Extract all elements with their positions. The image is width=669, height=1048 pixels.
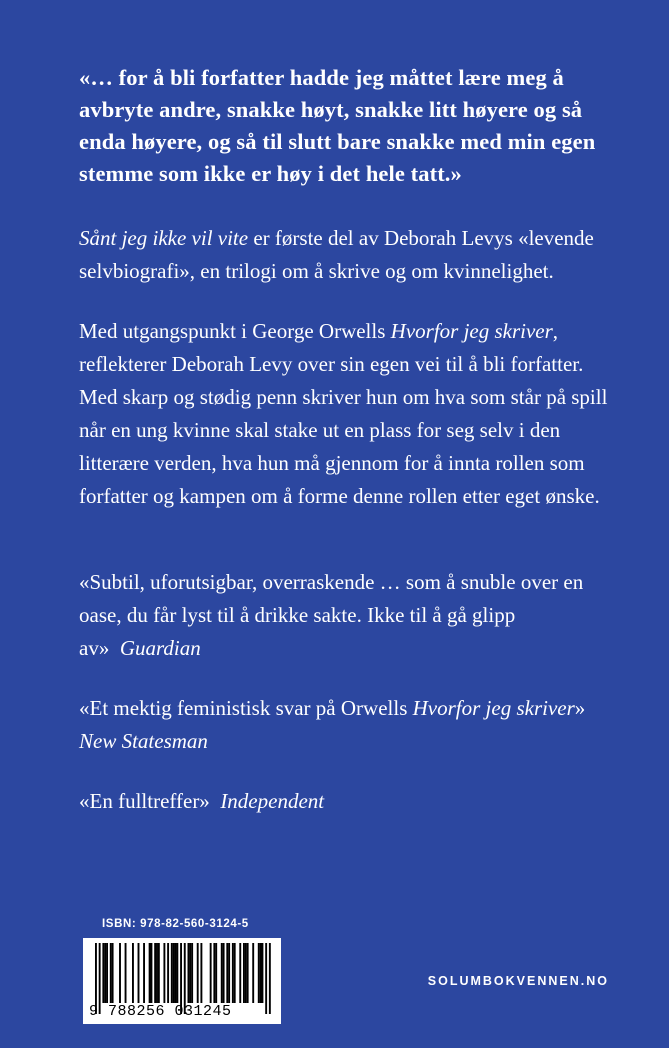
barcode-bar [215, 943, 217, 1003]
review-quote: «Subtil, uforutsigbar, overraskende … som å snuble over en oase, du får lyst til å drikke sakte. Ikke til å gå glipp av» [79, 570, 584, 660]
barcode-bar [104, 943, 106, 1003]
barcode-bar [138, 943, 140, 1003]
review-source: Guardian [119, 636, 201, 660]
barcode-bar [171, 943, 173, 1003]
barcode-bar [239, 943, 241, 1003]
review-new-statesman [79, 692, 619, 758]
review-quote-end: » [574, 696, 586, 720]
back-cover-text [79, 62, 619, 818]
barcode-bar [234, 943, 236, 1003]
review-quote: «En fulltreffer» [79, 789, 210, 813]
description-text-rest: , reflekterer Deborah Levy over sin egen vei til å bli forfatter. Med skarp og stødig penn skriver hun om hva som står på spill når en ung kvinne skal stake ut en plass for seg selv i den litterære verden, hva hun må gjennom for å innta rollen som forfatter og kampen om å forme denne rollen etter eget ønske. [79, 319, 608, 508]
description-paragraph [79, 315, 619, 513]
barcode [83, 938, 281, 1024]
barcode-bar [112, 943, 114, 1003]
barcode-bar [200, 943, 202, 1003]
barcode-bar [260, 943, 262, 1003]
barcode-bar [197, 943, 199, 1003]
review-guardian [79, 566, 619, 665]
barcode-bar [226, 943, 228, 1003]
barcode-bar [247, 943, 249, 1003]
barcode-bar [158, 943, 160, 1003]
barcode-bar [262, 943, 264, 1003]
review-independent [79, 785, 619, 818]
barcode-bar [252, 943, 254, 1003]
isbn-label: ISBN: 978-82-560-3124-5 [102, 918, 249, 930]
orwell-title-italic: Hvorfor jeg skriver [390, 319, 553, 343]
review-quote: «Et mektig feministisk svar på Orwells [79, 696, 413, 720]
barcode-bar [213, 943, 215, 1003]
lead-quote: «… for å bli forfatter hadde jeg måttet lære meg å avbryte andre, snakke høyt, snakke litt høyere og så enda høyere, og så til slutt bare snakke med min egen stemme som ikke er høy i det hele tatt.» [79, 65, 596, 186]
barcode-bar [243, 943, 245, 1003]
barcode-bar [102, 943, 104, 1003]
barcode-bar [188, 943, 190, 1003]
description-text-start: Med utgangspunkt i George Orwells [79, 319, 391, 343]
review-source: New Statesman [79, 729, 208, 753]
barcode-bar [210, 943, 212, 1003]
book-title-italic: Sånt jeg ikke vil vite [79, 226, 249, 250]
barcode-bar [151, 943, 153, 1003]
barcode-bar [106, 943, 108, 1003]
barcode-bar [176, 943, 178, 1003]
barcode-bar [167, 943, 169, 1003]
barcode-bar [245, 943, 247, 1003]
barcode-bar [191, 943, 193, 1003]
barcode-bar [125, 943, 127, 1003]
intro-paragraph [79, 222, 619, 288]
barcode-bar [110, 943, 112, 1003]
barcode-bar [223, 943, 225, 1003]
barcode-bar [228, 943, 230, 1003]
barcode-bar [154, 943, 156, 1003]
barcode-bar [119, 943, 121, 1003]
review-source: Independent [220, 789, 325, 813]
barcode-bar [156, 943, 158, 1003]
barcode-bar [175, 943, 177, 1003]
barcode-bar [221, 943, 223, 1003]
barcode-bar [173, 943, 175, 1003]
barcode-bar [132, 943, 134, 1003]
publisher-website: SOLUMBOKVENNEN.NO [427, 974, 609, 988]
barcode-bar [189, 943, 191, 1003]
barcode-bar [232, 943, 234, 1003]
barcode-bar [163, 943, 165, 1003]
barcode-bar [149, 943, 151, 1003]
barcode-bar [258, 943, 260, 1003]
review-quote-title-italic: Hvorfor jeg skriver [412, 696, 575, 720]
intro-paragraph-text: er første del av Deborah Levys «levende selvbiografi», en trilogi om å skrive og om kvinnelighet. [79, 226, 594, 283]
barcode-digits: 9 788256 031245 [89, 1003, 232, 1020]
barcode-bar [143, 943, 145, 1003]
